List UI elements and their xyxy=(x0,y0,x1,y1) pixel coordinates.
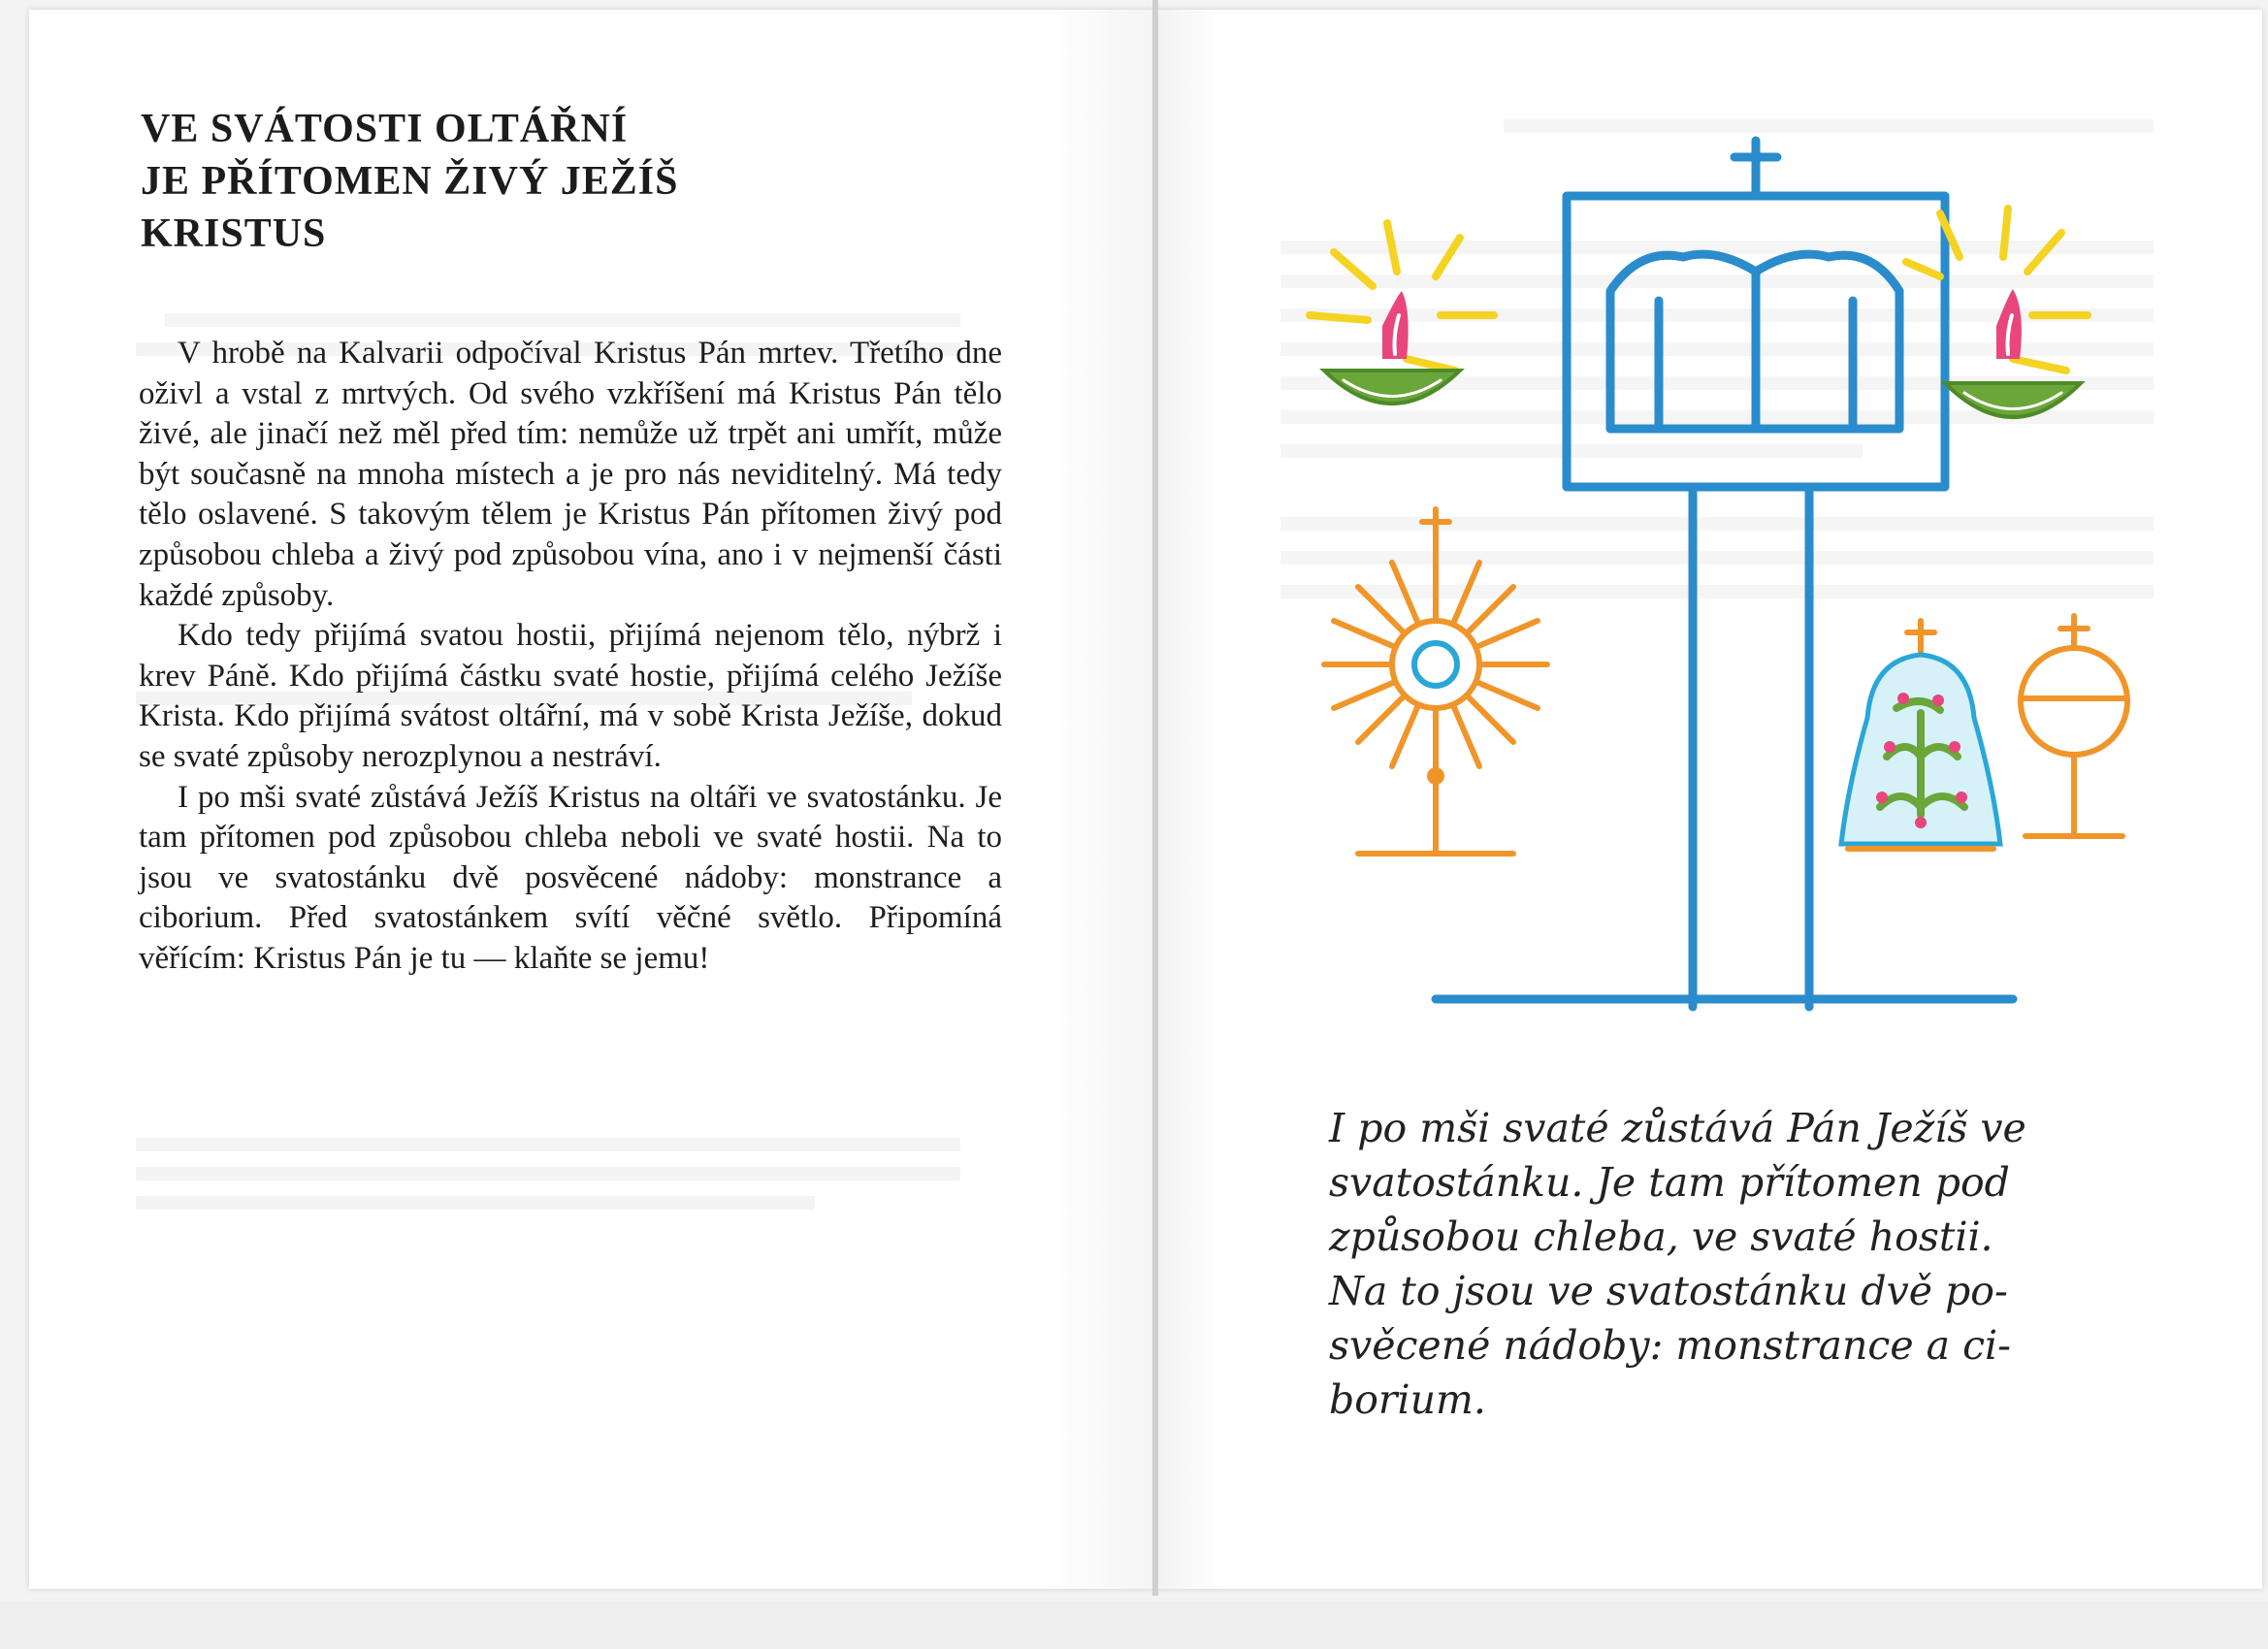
tabernacle-illustration xyxy=(1290,116,2144,1038)
paragraph: Kdo tedy přijímá svatou hostii, přijímá nejenom tělo, nýbrž i krev Páně. Kdo přijímá částku svaté hostie, přijímá celého Ježíše Krista. Kdo přijímá svátost oltářní, má v sobě Krista Ježíše, dokud se svaté způsoby nerozplynou a nestráví. xyxy=(139,618,1002,774)
chalice-drawing xyxy=(2021,616,2127,836)
scan-bottom-strip xyxy=(0,1600,2268,1649)
body-text xyxy=(139,334,1002,980)
right-candle-drawing xyxy=(1906,209,2088,417)
handwritten-line: způsobou chleba, ve svaté hostii. xyxy=(1329,1213,1993,1260)
left-candle-drawing xyxy=(1310,223,1494,404)
heading-line: KRISTUS xyxy=(141,211,327,256)
handwritten-line: I po mši svaté zůstává Pán Ježíš ve xyxy=(1329,1105,2026,1151)
page-heading xyxy=(141,103,878,260)
heading-line: JE PŘÍTOMEN ŽIVÝ JEŽÍŠ xyxy=(141,159,679,204)
ciborium-drawing xyxy=(1841,621,2000,849)
paragraph: I po mši svaté zůstává Ježíš Kristus na oltáři ve svatostánku. Je tam přítomen pod způsobou chleba neboli ve svaté hostii. Na to jsou ve svatostánku dvě posvěcené nádoby: monstrance a ciborium. Před svatostánkem svítí věčné světlo. Připomíná věřícím: Kristus Pán je tu — klaňte se jemu! xyxy=(139,779,1002,976)
monstrance-drawing xyxy=(1324,509,1547,854)
book-gutter xyxy=(1152,0,1158,1596)
handwritten-line: svěcené nádoby: monstrance a ci- xyxy=(1329,1322,2012,1369)
handwritten-line: borium. xyxy=(1329,1376,1486,1423)
handwritten-line: svatostánku. Je tam přítomen pod xyxy=(1329,1159,2010,1206)
paragraph: V hrobě na Kalvarii odpočíval Kristus Pán mrtev. Třetího dne oživl a vstal z mrtvých. Od svého vzkříšení má Kristus Pán tělo živé, ale jinačí než měl před tím: nemůže už trpět ani umřít, může být současně na mnoha místech a je pro nás neviditelný. Má tedy tělo oslavené. S takovým tělem je Kristus Pán přítomen živý pod způsobou chleba a živý pod způsobou vína, ano i v nejmenší části každé způsoby. xyxy=(139,336,1002,613)
heading-line: VE SVÁTOSTI OLTÁŘNÍ xyxy=(141,107,629,151)
handwritten-text xyxy=(1329,1101,2124,1427)
handwritten-line: Na to jsou ve svatostánku dvě po- xyxy=(1329,1268,2008,1314)
